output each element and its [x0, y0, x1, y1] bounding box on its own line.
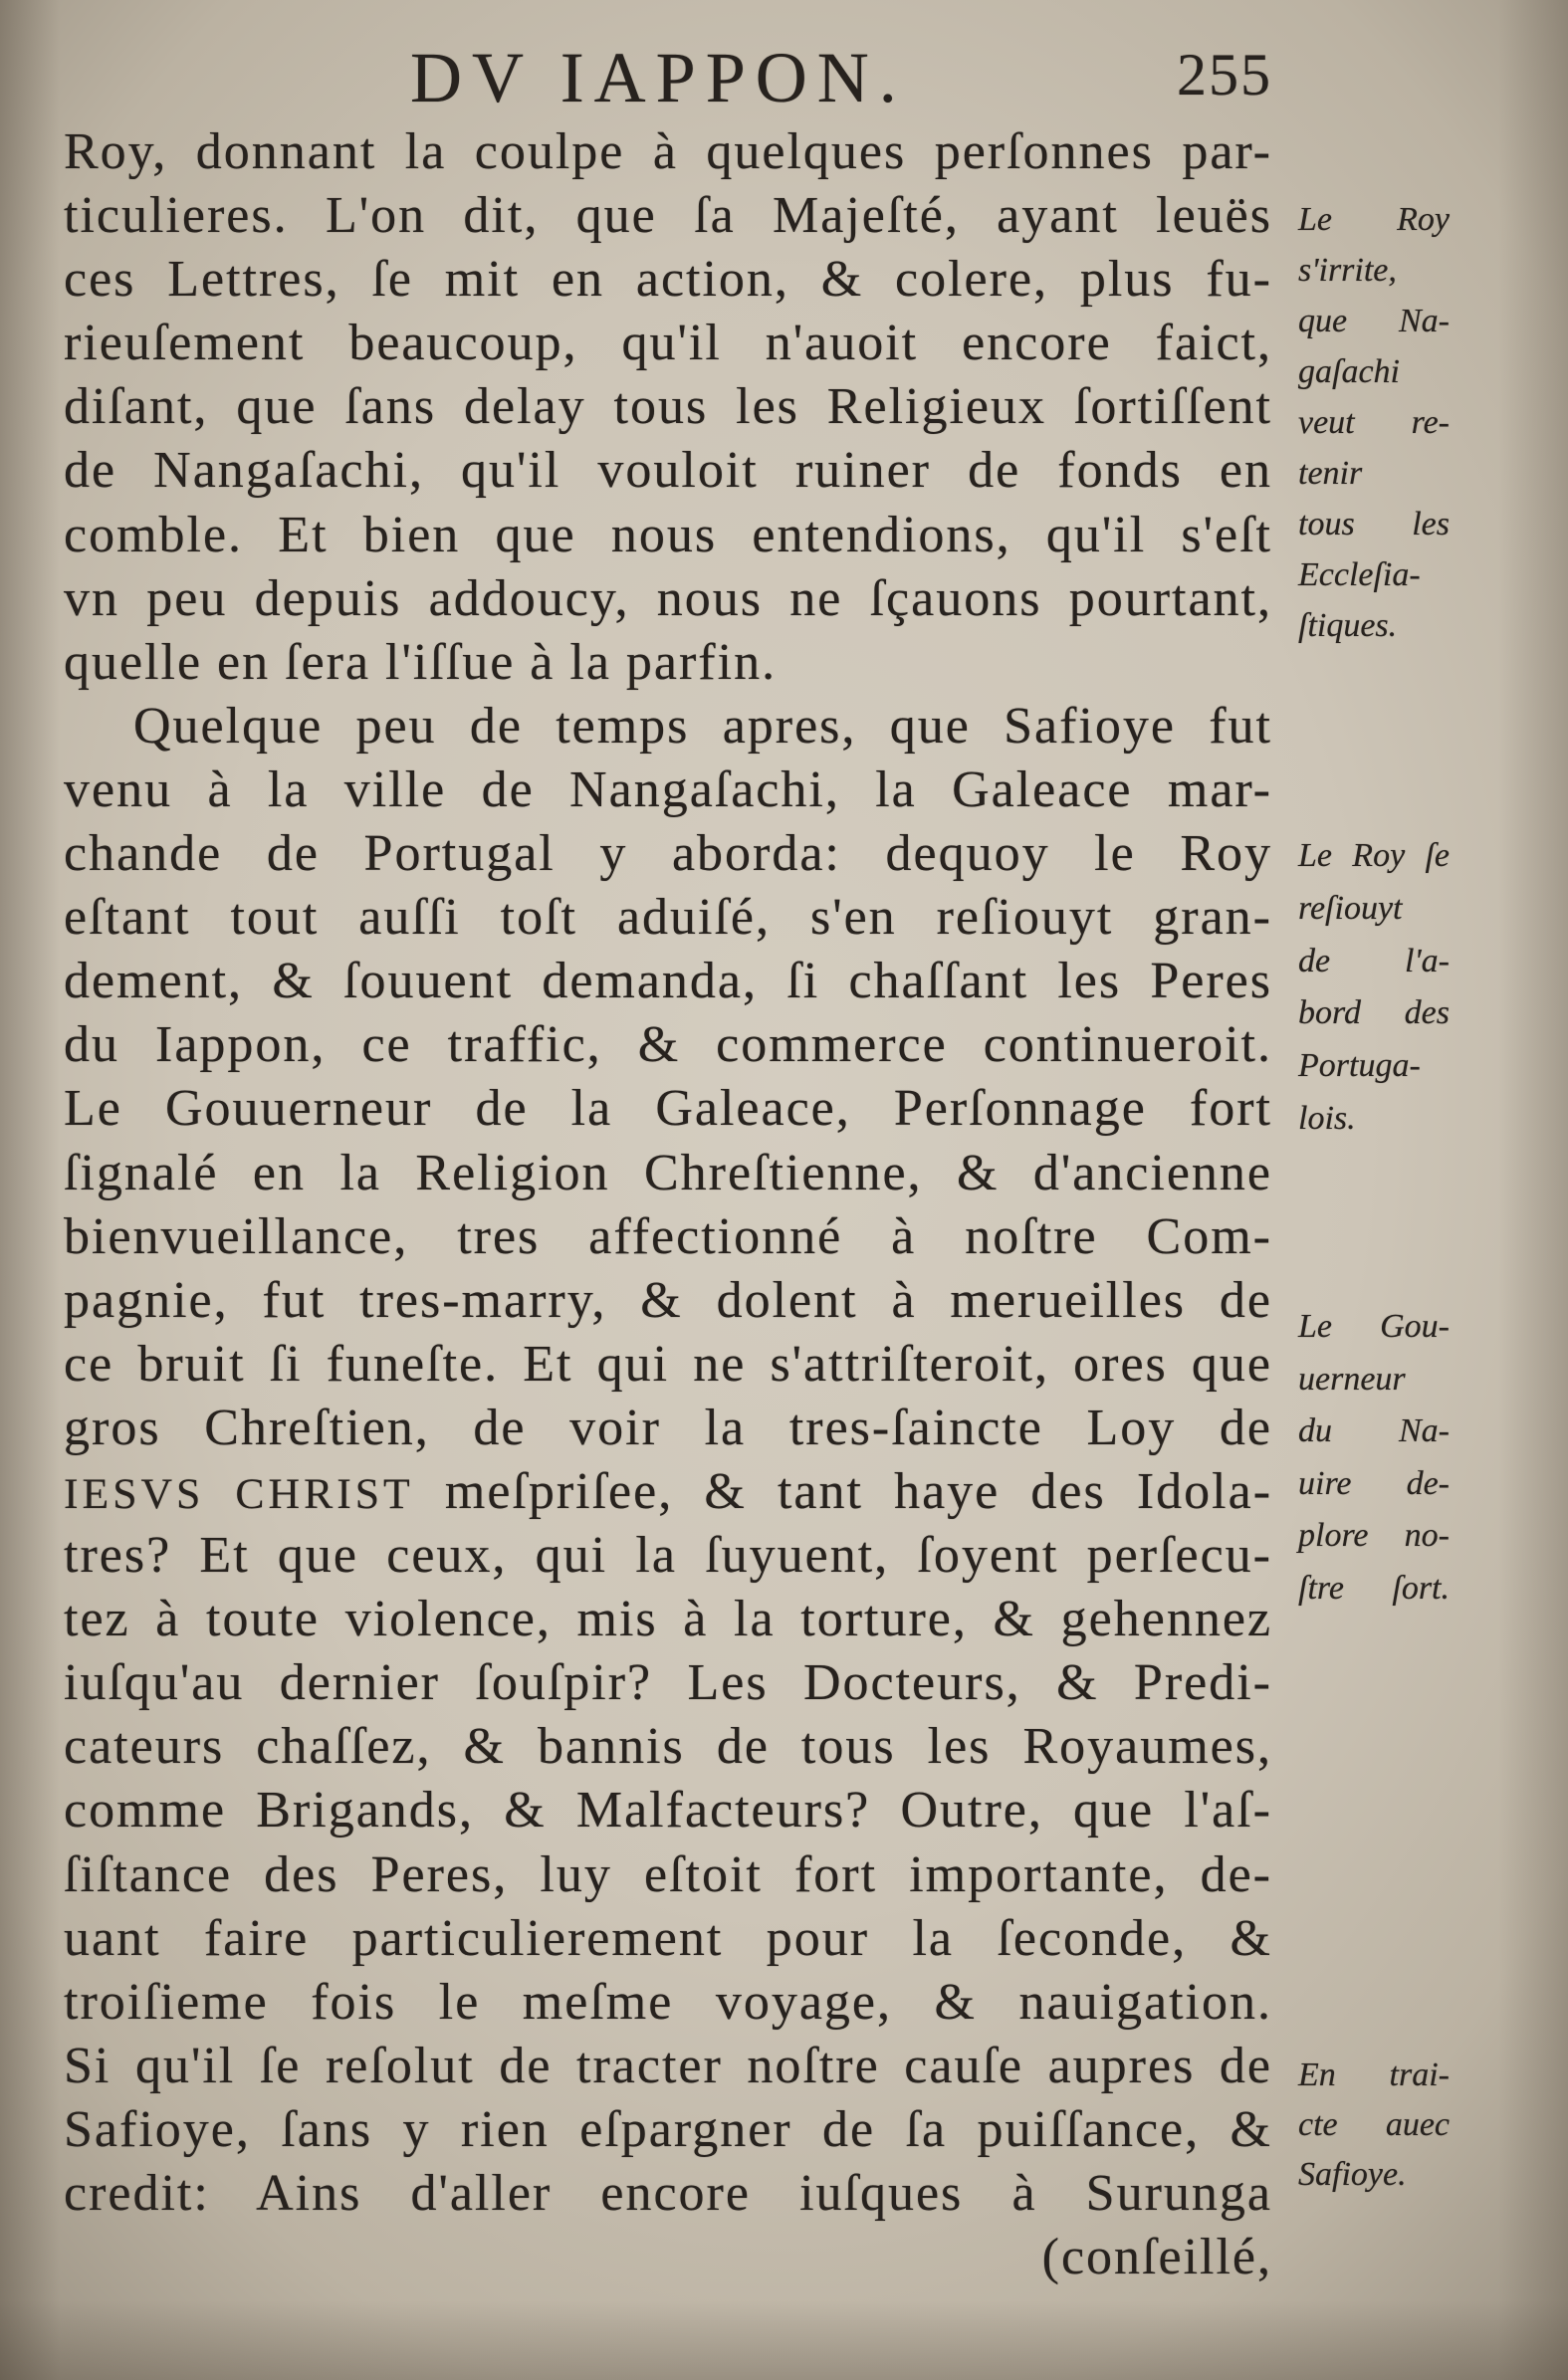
marginal-note-line: bord des	[1298, 994, 1450, 1032]
page-number: 255	[1177, 42, 1272, 108]
text-line: Safioye, ſans y rien eſpargner de ſa puiſſance, &	[64, 2100, 1272, 2158]
marginal-note	[1298, 194, 1450, 651]
marginal-note-line: tenir	[1298, 455, 1363, 492]
text-line: vn peu depuis addoucy, nous ne ſçauons pourtant,	[64, 569, 1272, 627]
text-line: eſtant tout auſſi toſt aduiſé, s'en reſiouyt gran-	[64, 889, 1272, 947]
catchword: (conſeillé,	[1041, 2229, 1272, 2286]
text-line: rieuſement beaucoup, qu'il n'auoit encore faict,	[64, 315, 1272, 372]
text-line: troiſieme fois le meſme voyage, & nauigation.	[64, 1973, 1272, 2031]
paragraph-first-line: Quelque peu de temps apres, que Safioye fut	[133, 697, 1272, 755]
text-line: Roy, donnant la coulpe à quelques perſonnes par-	[64, 123, 1272, 180]
text-line: uant faire particulierement pour la ſeconde, &	[64, 1909, 1272, 1967]
marginal-note-line: s'irrite,	[1298, 252, 1397, 289]
text-line: venu à la ville de Nangaſachi, la Galeace mar-	[64, 760, 1272, 818]
text-line: ſiſtance des Peres, luy eſtoit fort importante, de-	[64, 1845, 1272, 1903]
marginal-note-line: du Na-	[1298, 1412, 1450, 1450]
text-line: chande de Portugal y aborda: dequoy le Roy	[64, 825, 1272, 883]
text-line: pagnie, fut tres-marry, & dolent à merueilles de	[64, 1271, 1272, 1329]
marginal-note-line: que Na-	[1298, 303, 1450, 339]
marginal-note-line: cte auec	[1298, 2106, 1450, 2143]
text-line: ce bruit ſi funeſte. Et qui ne s'attriſteroit, ores que	[64, 1335, 1272, 1393]
small-caps-name: IESVS CHRIST	[64, 1469, 414, 1518]
marginal-note-line: uerneur	[1298, 1360, 1406, 1398]
text-line: dement, & ſouuent demanda, ſi chaſſant les Peres	[64, 953, 1272, 1010]
text-line: iuſqu'au dernier ſouſpir? Les Docteurs, & Predi-	[64, 1654, 1272, 1712]
text-line: Le Gouuerneur de la Galeace, Perſonnage fort	[64, 1080, 1272, 1138]
text-line: comme Brigands, & Malfacteurs? Outre, que l'aſ-	[64, 1782, 1272, 1839]
marginal-note-line: Le Gou-	[1298, 1308, 1450, 1345]
marginal-note-line: plore no-	[1298, 1517, 1450, 1555]
text-line: diſant, que ſans delay tous les Religieux ſortiſſent	[64, 378, 1272, 436]
marginal-note-line: uire de-	[1298, 1464, 1450, 1502]
text-line: du Iappon, ce traffic, & commerce continueroit.	[64, 1016, 1272, 1074]
marginal-note-line: de l'a-	[1298, 942, 1450, 979]
marginal-note-line: veut re-	[1298, 404, 1450, 441]
marginal-note-line: Safioye.	[1298, 2156, 1407, 2193]
marginal-note-line: tous les	[1298, 506, 1450, 542]
text-line	[64, 1460, 1272, 1524]
text-line: comble. Et bien que nous entendions, qu'il s'eſt	[64, 506, 1272, 563]
text-line: tres? Et que ceux, qui la ſuyuent, ſoyent perſecu-	[64, 1527, 1272, 1585]
marginal-note	[1298, 2051, 1450, 2200]
marginal-note-line: En trai-	[1298, 2056, 1450, 2093]
marginal-note-line: ſtre ſort.	[1298, 1569, 1450, 1607]
text-line: ces Lettres, ſe mit en action, & colere, plus fu-	[64, 251, 1272, 309]
marginal-note-line: reſiouyt	[1298, 889, 1403, 927]
text-line: gros Chreſtien, de voir la tres-ſaincte Loy de	[64, 1399, 1272, 1456]
text-line: quelle en ſera l'iſſue à la parfin.	[64, 633, 778, 691]
text-line: credit: Ains d'aller encore iuſques à Surunga	[64, 2165, 1272, 2222]
marginal-note	[1298, 1301, 1450, 1616]
text-line: cateurs chaſſez, & bannis de tous les Royaumes,	[64, 1718, 1272, 1776]
marginal-note-line: Portuga-	[1298, 1047, 1421, 1085]
text-line: tez à toute violence, mis à la torture, & gehennez	[64, 1591, 1272, 1648]
marginal-note-line: Le Roy ſe	[1298, 837, 1450, 874]
marginal-note-line: Le Roy	[1298, 201, 1450, 238]
text-line: bienvueillance, tres affectionné à noſtre Com-	[64, 1207, 1272, 1265]
running-head-title: DV IAPPON.	[410, 38, 907, 117]
marginal-note-line: gaſachi	[1298, 353, 1400, 390]
marginal-note-line: lois.	[1298, 1099, 1356, 1137]
text-line: Si qu'il ſe reſolut de tracter noſtre cauſe aupres de	[64, 2037, 1272, 2094]
marginal-note-line: ſtiques.	[1298, 607, 1398, 644]
text-line: de Nangaſachi, qu'il vouloit ruiner de fonds en	[64, 442, 1272, 500]
body-text	[64, 120, 1272, 2289]
marginal-note-line: Eccleſia-	[1298, 556, 1421, 593]
text-line: ſignalé en la Religion Chreſtienne, & d'ancienne	[64, 1144, 1272, 1201]
text-line-rest: meſpriſee, & tant haye des Idola-	[444, 1462, 1273, 1520]
text-line: ticulieres. L'on dit, que ſa Majeſté, ayant leuës	[64, 187, 1272, 245]
marginal-note	[1298, 830, 1450, 1146]
